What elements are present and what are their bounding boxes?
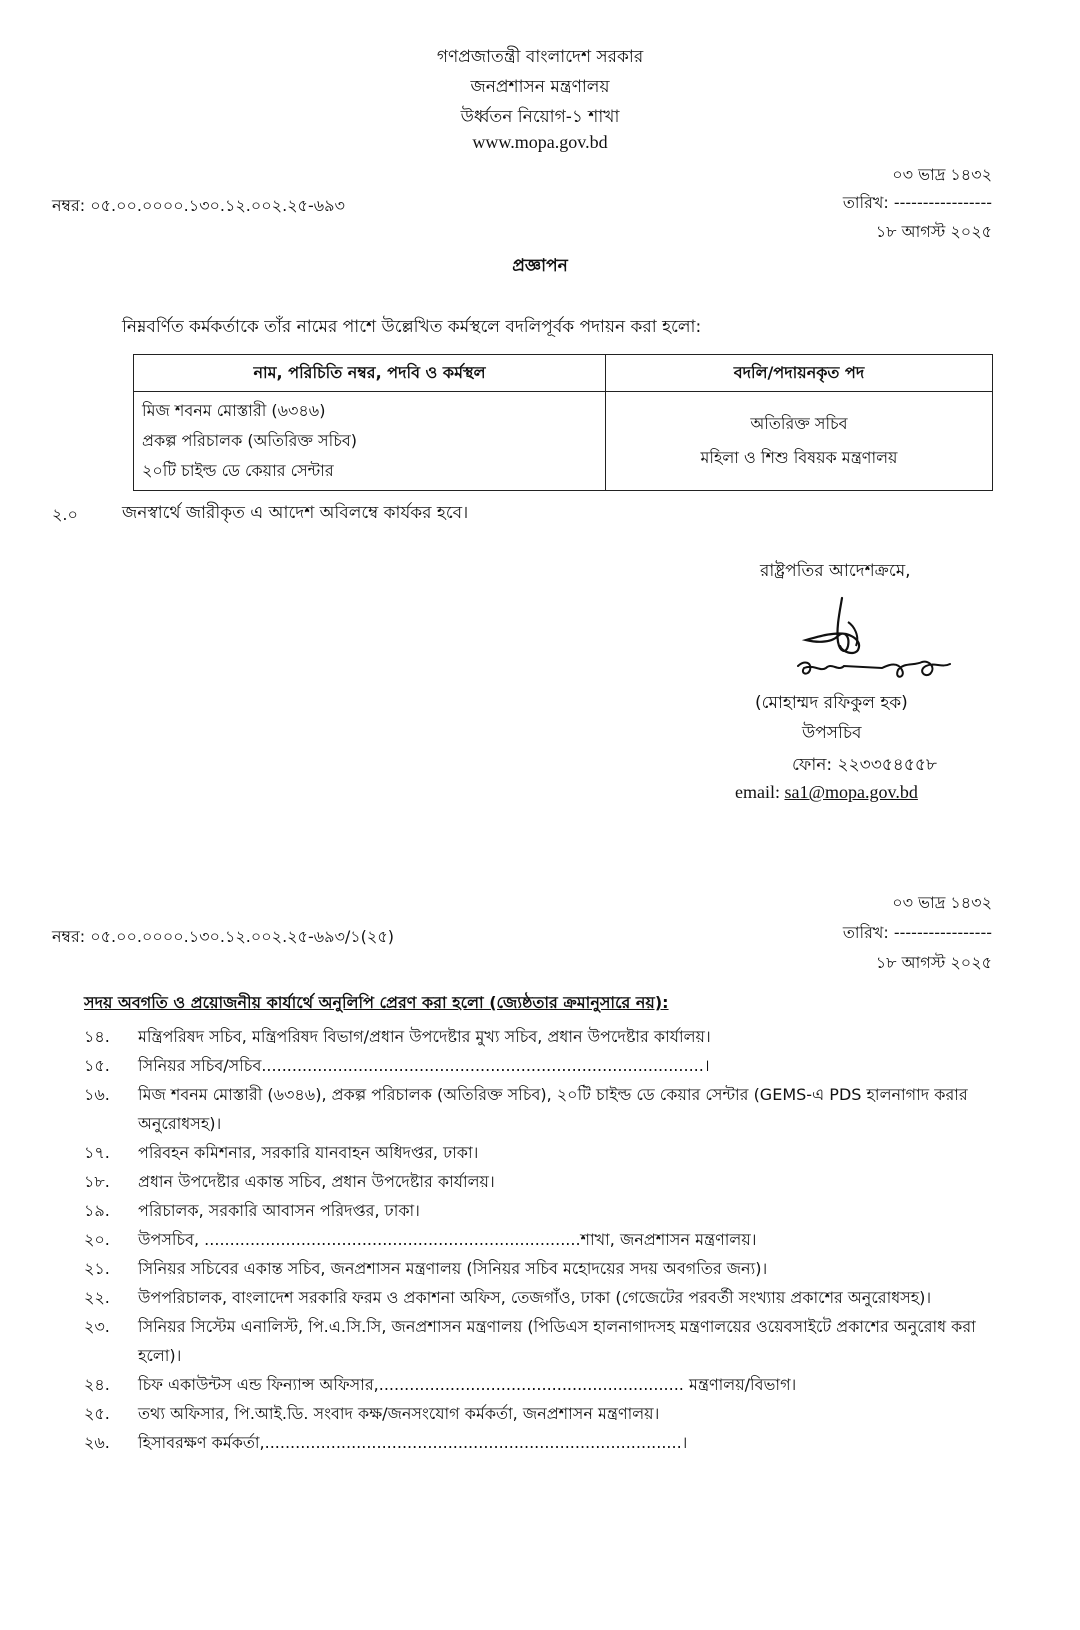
list-item-text: উপপরিচালক, বাংলাদেশ সরকারি ফরম ও প্রকাশনা অফিস, তেজগাঁও, ঢাকা (গেজেটের পরবর্তী সংখ্যায় প্রকাশের অনুরোধসহ)। xyxy=(138,1288,932,1307)
memo-date-label: তারিখ: ----------------- xyxy=(842,193,992,212)
list-item-text: পরিচালক, সরকারি আবাসন পরিদপ্তর, ঢাকা। xyxy=(138,1201,420,1220)
ministry-name: জনপ্রশাসন মন্ত্রণালয় xyxy=(470,77,610,97)
copy-number: নম্বর: ০৫.০০.০০০০.১৩০.১২.০০২.২৫-৬৯৩/১(২৫) xyxy=(52,927,394,946)
list-item-number: ২৩. xyxy=(84,1317,110,1336)
list-item-number: ২৫. xyxy=(84,1404,110,1423)
list-item xyxy=(84,1312,984,1370)
clause-number: ২.০ xyxy=(52,505,78,524)
list-item-number: ২০. xyxy=(84,1230,110,1249)
list-item xyxy=(84,1399,984,1428)
list-item-text: মিজ শবনম মোস্তারী (৬৩৪৬), প্রকল্প পরিচালক (অতিরিক্ত সচিব), ২০টি চাইল্ড ডে কেয়ার সেন্টার (GEMS-এ PDS হালনাগাদ করার অনুরোধসহ)। xyxy=(138,1085,968,1133)
signatory-name: (মোহাম্মদ রফিকুল হক) xyxy=(755,693,908,713)
list-item-number: ২৬. xyxy=(84,1433,110,1452)
website-link[interactable]: www.mopa.gov.bd xyxy=(472,132,608,152)
list-item-number: ১৬. xyxy=(84,1085,110,1104)
list-item xyxy=(84,1080,984,1138)
list-item-text: মন্ত্রিপরিষদ সচিব, মন্ত্রিপরিষদ বিভাগ/প্রধান উপদেষ্টার মুখ্য সচিব, প্রধান উপদেষ্টার কার্যালয়। xyxy=(138,1027,711,1046)
list-item-text: সিনিয়র সচিব/সচিব.......................................................................................। xyxy=(138,1056,710,1075)
memo-number: নম্বর: ০৫.০০.০০০০.১৩০.১২.০০২.২৫-৬৯৩ xyxy=(52,196,345,215)
list-item-number: ১৭. xyxy=(84,1143,110,1162)
table-row xyxy=(134,392,993,491)
order-line: রাষ্ট্রপতির আদেশক্রমে, xyxy=(760,561,911,581)
memo-date-bangla: ০৩ ভাদ্র ১৪৩২ xyxy=(892,165,992,184)
officer-workplace: ২০টি চাইল্ড ডে কেয়ার সেন্টার xyxy=(142,461,334,480)
officer-designation: প্রকল্প পরিচালক (অতিরিক্ত সচিব) xyxy=(142,431,357,450)
list-item xyxy=(84,1283,984,1312)
posting-table xyxy=(133,354,993,491)
list-item xyxy=(84,1196,984,1225)
list-item-text: তথ্য অফিসার, পি.আই.ডি. সংবাদ কক্ষ/জনসংযোগ কর্মকর্তা, জনপ্রশাসন মন্ত্রণালয়। xyxy=(138,1404,660,1423)
memo-date-english: ১৮ আগস্ট ২০২৫ xyxy=(875,222,992,241)
list-item-text: সিনিয়র সচিবের একান্ত সচিব, জনপ্রশাসন মন্ত্রণালয় (সিনিয়র সচিব মহোদয়ের সদয় অবগতির জন্য)। xyxy=(138,1259,768,1278)
list-item-number: ১৪. xyxy=(84,1027,110,1046)
officer-details-cell xyxy=(134,392,606,491)
list-item-number: ২৪. xyxy=(84,1375,110,1394)
new-post-cell xyxy=(606,392,993,491)
table-header-row xyxy=(134,355,993,392)
signatory-phone: ফোন: ২২৩৩৫৪৫৫৮ xyxy=(792,755,937,775)
signatory-email-line xyxy=(735,782,918,803)
new-post: অতিরিক্ত সচিব xyxy=(750,414,848,433)
list-item xyxy=(84,1370,984,1399)
list-item xyxy=(84,1428,984,1457)
list-item-number: ১৫. xyxy=(84,1056,110,1075)
col2-header: বদলি/পদায়নকৃত পদ xyxy=(606,355,993,392)
list-item xyxy=(84,1051,984,1080)
list-item-text: পরিবহন কমিশনার, সরকারি যানবাহন অধিদপ্তর, ঢাকা। xyxy=(138,1143,479,1162)
email-label: email: xyxy=(735,782,780,802)
list-item xyxy=(84,1254,984,1283)
copy-date-bangla: ০৩ ভাদ্র ১৪৩২ xyxy=(892,893,992,912)
list-item xyxy=(84,1225,984,1254)
list-item-text: চিফ একাউন্টস এন্ড ফিন্যান্স অফিসার,............................................................ মন্ত্রণালয়/বিভাগ। xyxy=(138,1375,797,1394)
list-item-number: ১৮. xyxy=(84,1172,110,1191)
copy-list xyxy=(84,1022,984,1457)
copy-heading: সদয় অবগতি ও প্রয়োজনীয় কার্যার্থে অনুলিপি প্রেরণ করা হলো (জ্যেষ্ঠতার ক্রমানুসারে নয়): xyxy=(84,993,669,1012)
list-item xyxy=(84,1022,984,1051)
clause-text: জনস্বার্থে জারীকৃত এ আদেশ অবিলম্বে কার্যকর হবে। xyxy=(122,503,469,523)
section-name: উর্ধ্বতন নিয়োগ-১ শাখা xyxy=(460,107,620,127)
list-item-text: উপসচিব, ..........................................................................শাখা, জনপ্রশাসন মন্ত্রণালয়। xyxy=(138,1230,757,1249)
list-item-text: হিসাবরক্ষণ কর্মকর্তা,..................................................................................। xyxy=(138,1433,688,1452)
signature-image xyxy=(790,590,970,690)
list-item-number: ২২. xyxy=(84,1288,110,1307)
signatory-designation: উপসচিব xyxy=(802,723,862,743)
memo-intro: নিম্নবর্ণিত কর্মকর্তাকে তাঁর নামের পাশে উল্লেখিত কর্মস্থলে বদলিপূর্বক পদায়ন করা হলো: xyxy=(122,317,702,337)
list-item-text: সিনিয়র সিস্টেম এনালিস্ট, পি.এ.সি.সি, জনপ্রশাসন মন্ত্রণালয় (পিডিএস হালনাগাদসহ মন্ত্রণালয়ের ওয়েবসাইটে প্রকাশের অনুরোধ করা হলো)। xyxy=(138,1317,976,1365)
list-item-text: প্রধান উপদেষ্টার একান্ত সচিব, প্রধান উপদেষ্টার কার্যালয়। xyxy=(138,1172,495,1191)
copy-date-english: ১৮ আগস্ট ২০২৫ xyxy=(875,953,992,972)
email-link[interactable]: sa1@mopa.gov.bd xyxy=(784,782,918,802)
list-item-number: ১৯. xyxy=(84,1201,110,1220)
officer-name: মিজ শবনম মোস্তারী (৬৩৪৬) xyxy=(142,401,326,420)
new-ministry: মহিলা ও শিশু বিষয়ক মন্ত্রণালয় xyxy=(700,448,898,467)
copy-date-label: তারিখ: ----------------- xyxy=(842,923,992,942)
list-item-number: ২১. xyxy=(84,1259,110,1278)
memo-title: প্রজ্ঞাপন xyxy=(512,256,568,276)
list-item xyxy=(84,1167,984,1196)
govt-name: গণপ্রজাতন্ত্রী বাংলাদেশ সরকার xyxy=(436,47,644,67)
list-item xyxy=(84,1138,984,1167)
col1-header: নাম, পরিচিতি নম্বর, পদবি ও কর্মস্থল xyxy=(134,355,606,392)
